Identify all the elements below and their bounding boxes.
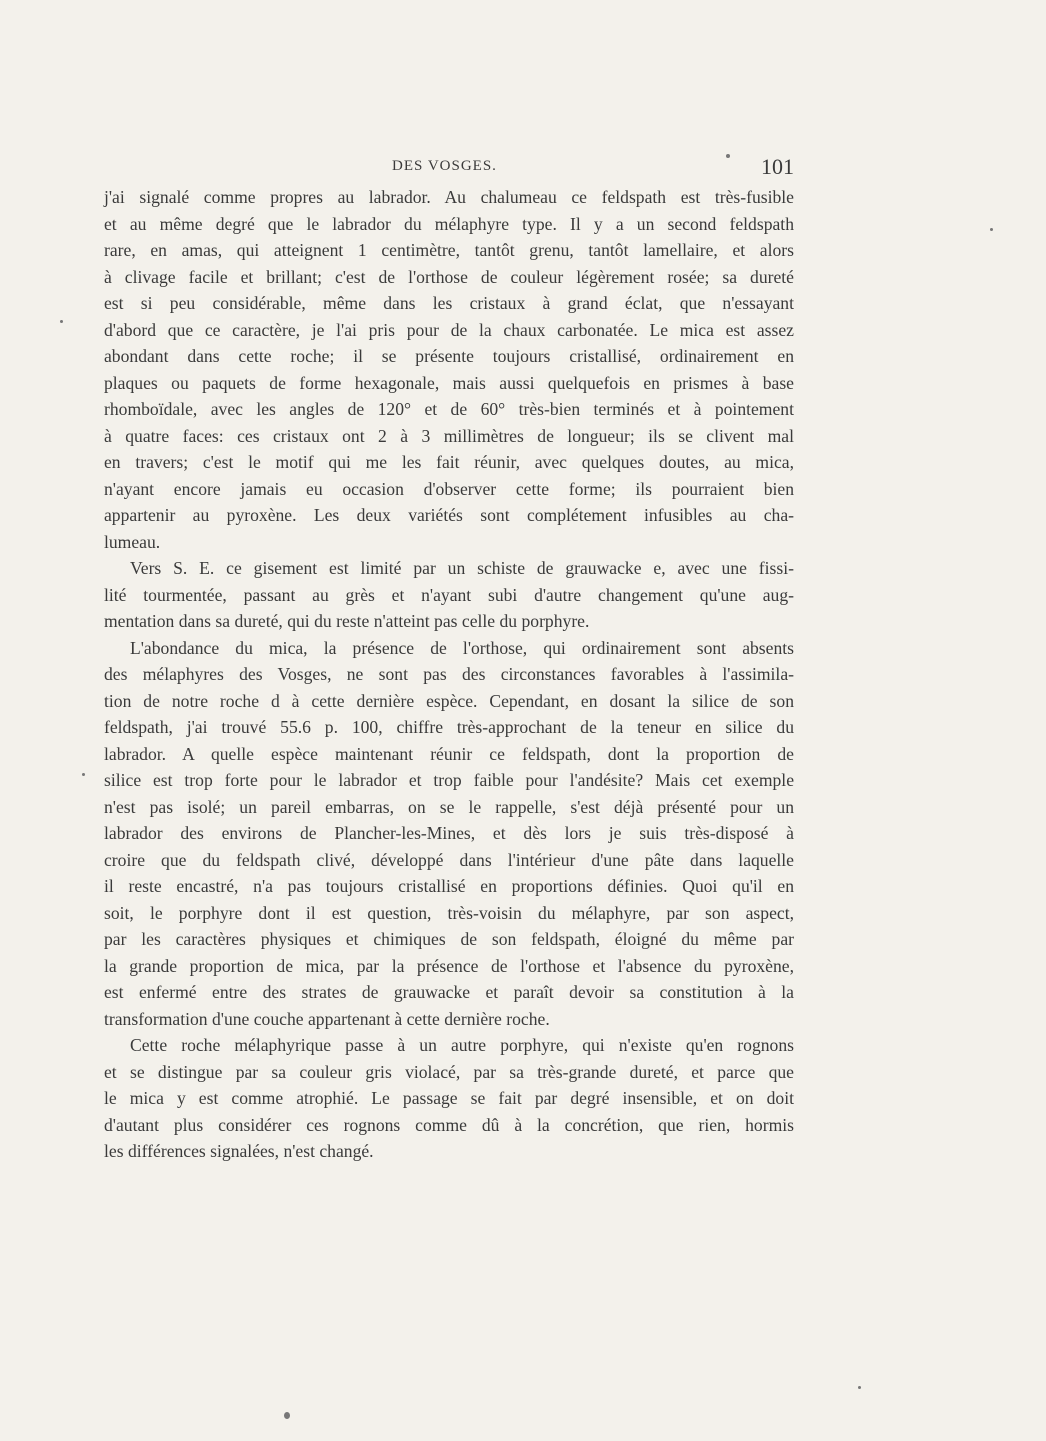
scan-speck (82, 773, 85, 776)
text-line: L'abondance du mica, la présence de l'orthose, qui ordinairement sont absents (130, 637, 794, 658)
text-line: appartenir au pyroxène. Les deux variétés sont complétement infusibles au cha- (104, 505, 794, 525)
scan-speck (858, 1386, 861, 1389)
text-line: mentation dans sa dureté, qui du reste n'atteint pas celle du porphyre. (104, 611, 590, 631)
text-line: en travers; c'est le motif qui me les fait réunir, avec quelques doutes, au mica, (104, 452, 794, 472)
paragraph (104, 184, 794, 555)
text-line: est enfermé entre des strates de grauwacke et paraît devoir sa constitution à la (104, 982, 794, 1002)
text-line: par les caractères physiques et chimiques de son feldspath, éloigné du même par (104, 929, 794, 949)
text-line: croire que du feldspath clivé, développé dans l'intérieur d'une pâte dans laquelle (104, 849, 794, 870)
text-line: transformation d'une couche appartenant à cette dernière roche. (104, 1008, 550, 1029)
text-line: rare, en amas, qui atteignent 1 centimètre, tantôt grenu, tantôt lamellaire, et alors (104, 240, 794, 260)
text-line: et au même degré que le labrador du mélaphyre type. Il y a un second feldspath (104, 213, 794, 234)
text-line: Cette roche mélaphyrique passe à un autre porphyre, qui n'existe qu'en rognons (130, 1035, 794, 1055)
text-line: labrador des environs de Plancher-les-Mines, et dès lors je suis très-disposé à (104, 823, 794, 843)
text-line: d'abord que ce caractère, je l'ai pris pour de la chaux carbonatée. Le mica est assez (104, 319, 794, 340)
text-line: à quatre faces: ces cristaux ont 2 à 3 millimètres de longueur; ils se clivent mal (104, 425, 794, 446)
scan-speck (990, 228, 993, 231)
text-line: rhomboïdale, avec les angles de 120° et de 60° très-bien terminés et à pointement (104, 399, 794, 419)
text-line: des mélaphyres des Vosges, ne sont pas des circonstances favorables à l'assimila- (104, 664, 794, 684)
text-line: lumeau. (104, 531, 161, 552)
scan-speck (726, 154, 730, 158)
text-line: est si peu considérable, même dans les cristaux à grand éclat, que n'essayant (104, 293, 794, 313)
page-header (104, 156, 794, 182)
text-line: Vers S. E. ce gisement est limité par un schiste de grauwacke e, avec une fissi- (130, 558, 794, 578)
text-line: à clivage facile et brillant; c'est de l'orthose de couleur légèrement rosée; sa dureté (104, 266, 794, 287)
text-line: tion de notre roche d à cette dernière espèce. Cependant, en dosant la silice de son (104, 690, 794, 711)
text-line: et se distingue par sa couleur gris violacé, par sa très-grande dureté, et parce que (104, 1061, 794, 1082)
running-title: DES VOSGES. (392, 158, 497, 174)
body-text (104, 184, 794, 1165)
text-line: plaques ou paquets de forme hexagonale, mais aussi quelquefois en prismes à base (104, 372, 794, 393)
paragraph (104, 555, 794, 635)
text-line: il reste encastré, n'a pas toujours cristallisé en proportions définies. Quoi qu'il en (104, 876, 794, 896)
text-line: labrador. A quelle espèce maintenant réunir ce feldspath, dont la proportion de (104, 743, 794, 764)
text-line: soit, le porphyre dont il est question, très-voisin du mélaphyre, par son aspect, (104, 902, 794, 923)
paragraph (104, 635, 794, 1033)
text-line: n'ayant encore jamais eu occasion d'observer cette forme; ils pourraient bien (104, 478, 794, 499)
text-line: la grande proportion de mica, par la présence de l'orthose et l'absence du pyroxène, (104, 955, 794, 976)
text-line: les différences signalées, n'est changé. (104, 1141, 374, 1161)
scan-speck (60, 320, 63, 323)
scan-speck (284, 1412, 290, 1419)
text-line: lité tourmentée, passant au grès et n'ayant subi d'autre changement qu'une aug- (104, 584, 794, 605)
text-line: j'ai signalé comme propres au labrador. Au chalumeau ce feldspath est très-fusible (104, 187, 794, 207)
text-line: le mica y est comme atrophié. Le passage se fait par degré insensible, et on doit (104, 1088, 794, 1108)
text-line: d'autant plus considérer ces rognons comme dû à la concrétion, que rien, hormis (104, 1114, 794, 1135)
text-line: n'est pas isolé; un pareil embarras, on se le rappelle, s'est déjà présenté pour un (104, 796, 794, 817)
text-line: abondant dans cette roche; il se présente toujours cristallisé, ordinairement en (104, 346, 794, 366)
paragraph (104, 1032, 794, 1165)
page-number: 101 (761, 154, 794, 179)
text-line: silice est trop forte pour le labrador et trop faible pour l'andésite? Mais cet exemple (104, 770, 794, 790)
text-line: feldspath, j'ai trouvé 55.6 p. 100, chiffre très-approchant de la teneur en silice du (104, 717, 794, 737)
